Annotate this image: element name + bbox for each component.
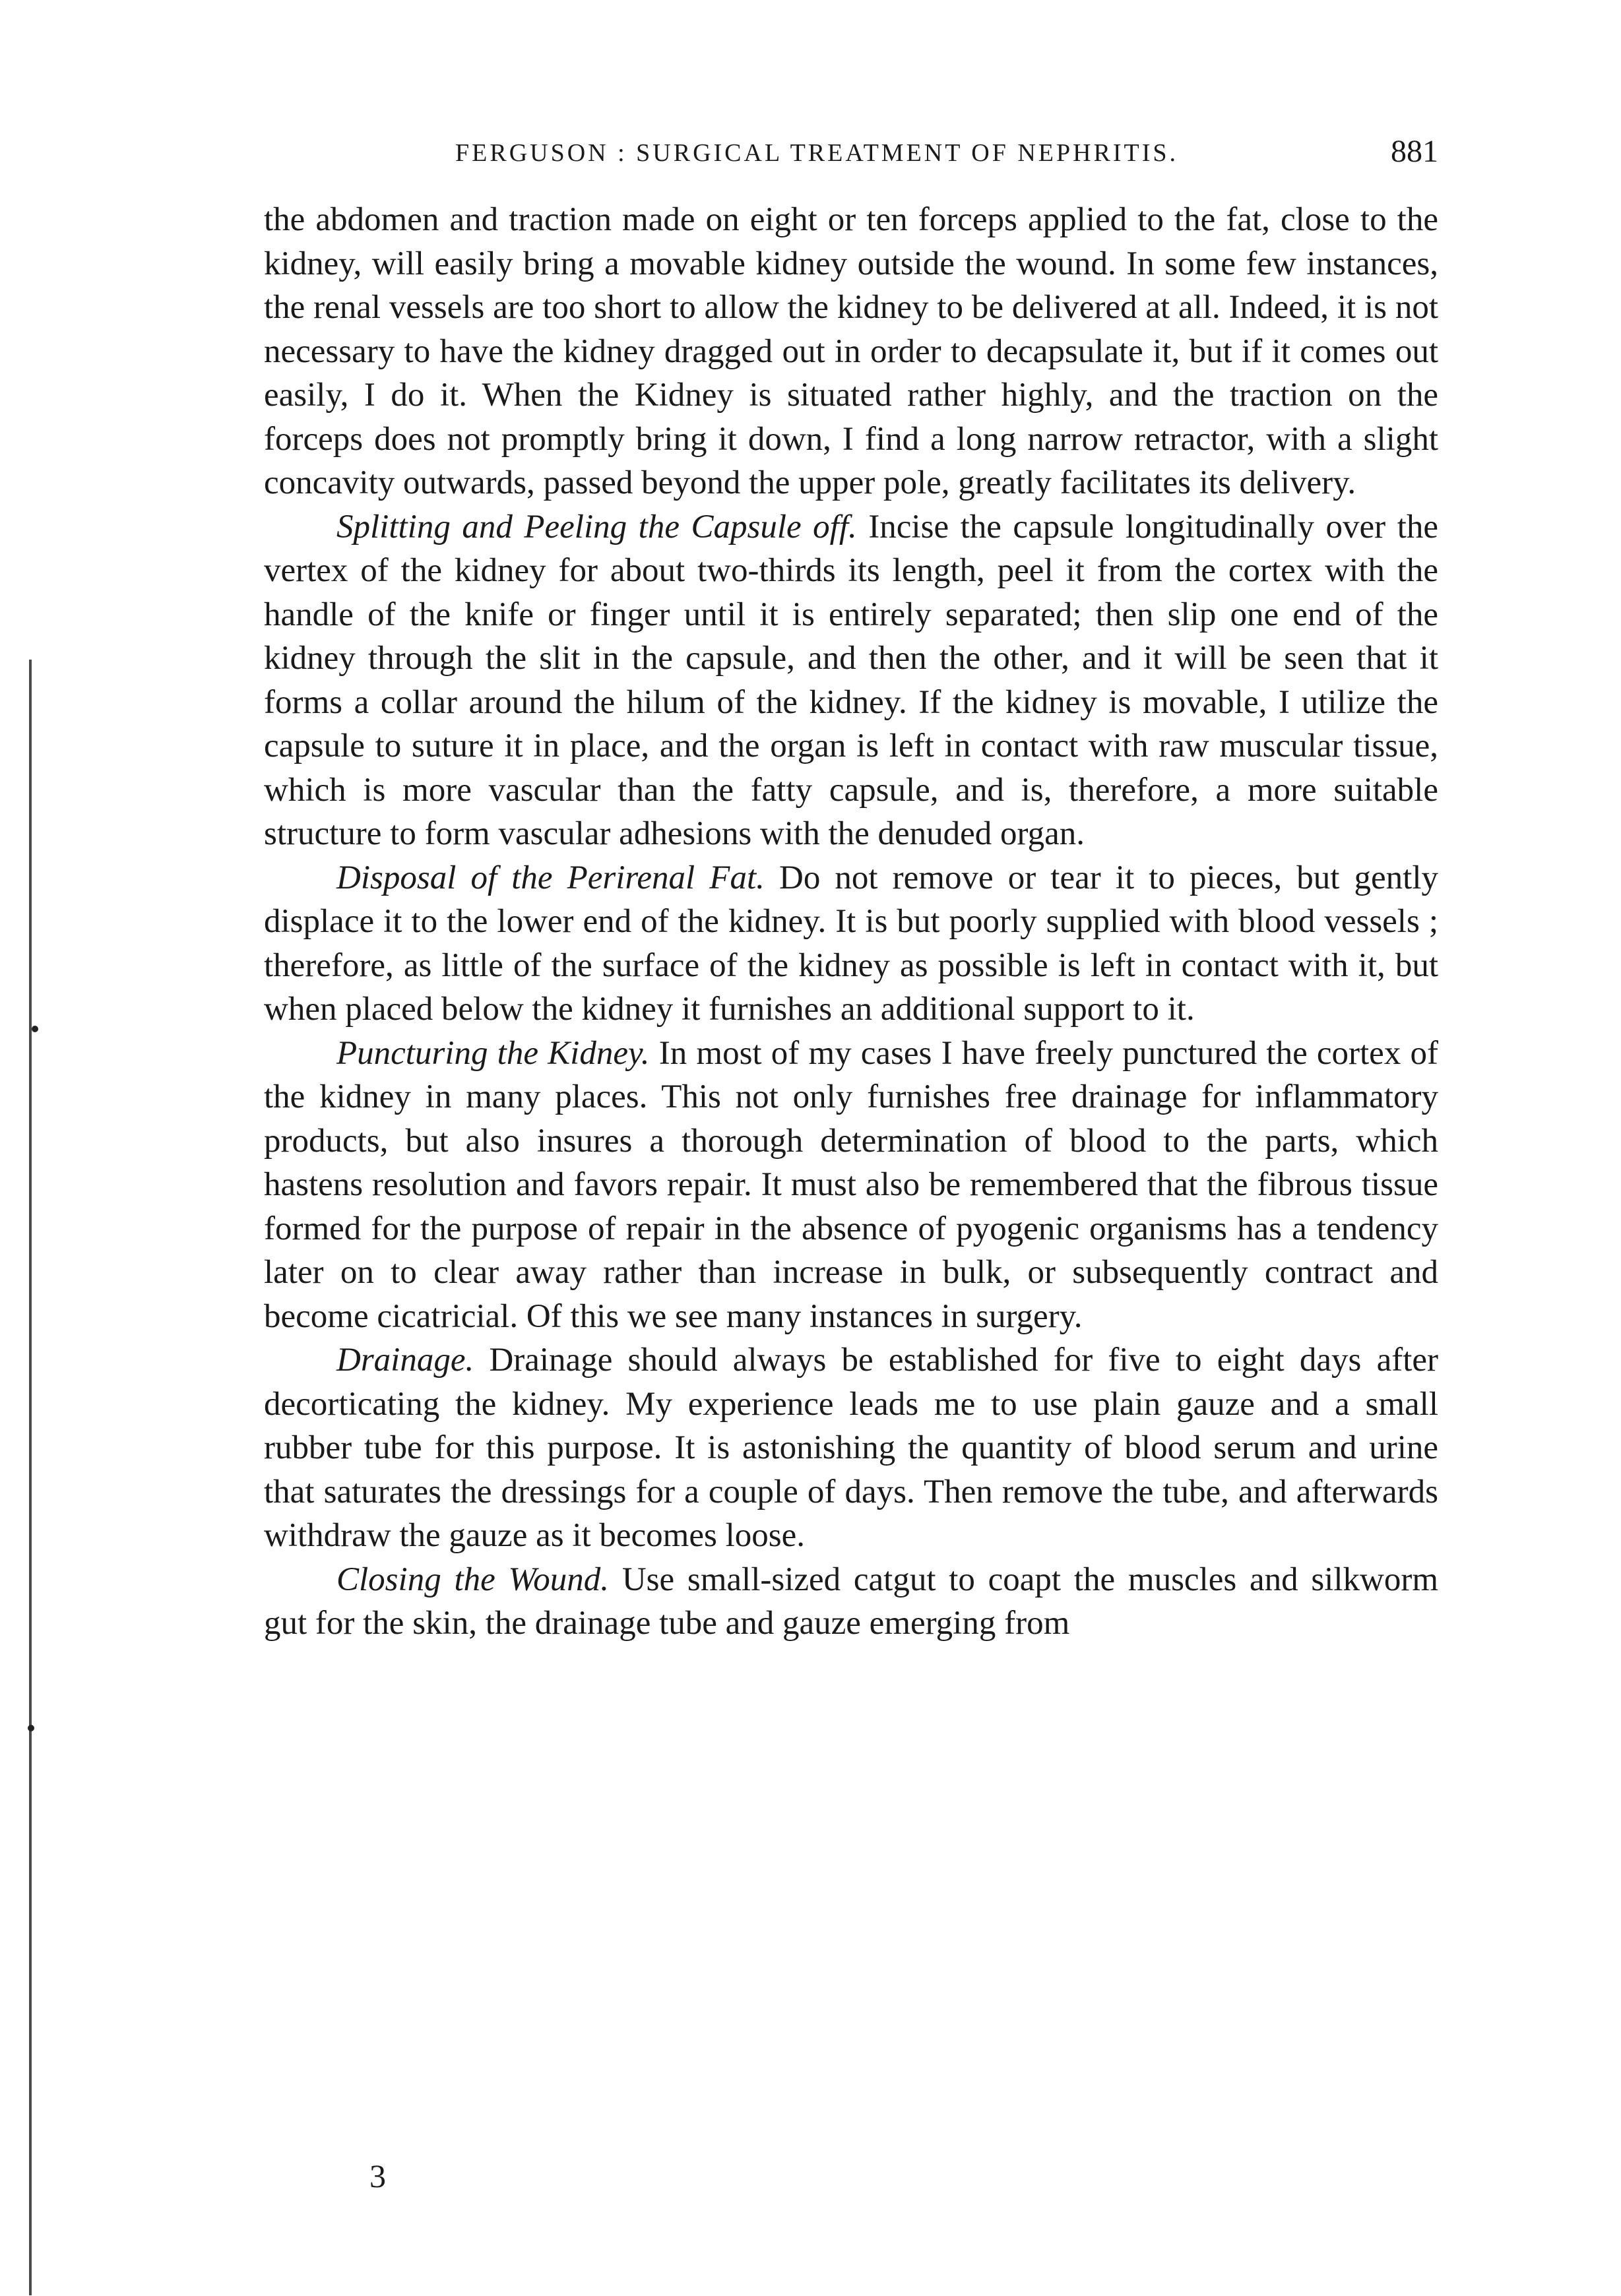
paragraph	[264, 856, 1438, 1032]
paragraph-text: Incise the capsule longitudinally over the vertex of the kidney for about two-thirds its length, peel it from the cortex with the handle of the knife or finger until it is entirely separated; then slip one end of the kidney through the slit in the capsule, and then the other, and it will be seen that it forms a collar around the hilum of the kidney. If the kidney is movable, I utilize the capsule to suture it in place, and the organ is left in contact with raw muscular tissue, which is more vascular than the fatty capsule, and is, therefore, a more suitable structure to form vascular adhesions with the denuded organ.	[264, 508, 1438, 852]
section-heading: Puncturing the Kidney.	[336, 1034, 650, 1072]
running-head: FERGUSON : SURGICAL TREATMENT OF NEPHRITIS.	[455, 139, 1179, 167]
signature-mark: 3	[369, 2157, 386, 2194]
page-number: 881	[1391, 134, 1438, 169]
section-heading: Drainage.	[336, 1342, 474, 1379]
binding-edge	[29, 660, 32, 2295]
section-heading: Disposal of the Perirenal Fat.	[336, 859, 765, 896]
paragraph-text: Do not remove or tear it to pieces, but gently displace it to the lower end of the kidney. It is but poorly supplied with blood vessels ; therefore, as little of the surface of the kidney as possible is left in contact with it, but when placed below the kidney it furnishes an additional support to it.	[264, 859, 1439, 1028]
binding-mark	[28, 1725, 34, 1731]
section-heading: Closing the Wound.	[336, 1561, 610, 1598]
paragraph-text: the abdomen and traction made on eight or ten forceps applied to the fat, close to the kidney, will easily bring a movable kidney outside the wound. In some few instances, the renal vessels are too short to allow the kidney to be delivered at all. Indeed, it is not necessary to have the kidney dragged out in order to decapsulate it, but if it comes out easily, I do it. When the Kidney is situated rather highly, and the traction on the forceps does not promptly bring it down, I find a long narrow retractor, with a slight concavity outwards, passed beyond the upper pole, greatly facilitates its delivery.	[264, 201, 1438, 501]
binding-mark	[32, 1026, 38, 1032]
paragraph	[264, 1558, 1438, 1646]
page-header	[264, 132, 1438, 178]
paragraph-text: Drainage should always be established for five to eight days after decorticating the kidney. My experience leads me to use plain gauze and a small rubber tube for this purpose. It is astonishing the quantity of blood serum and urine that saturates the dressings for a couple of days. Then remove the tube, and afterwards withdraw the gauze as it becomes loose.	[264, 1342, 1438, 1554]
paragraph	[264, 505, 1438, 856]
paragraph-text: In most of my cases I have freely punctured the cortex of the kidney in many places. This not only furnishes free drainage for inflammatory products, but also insures a thorough determination of blood to the parts, which hastens resolution and favors repair. It must also be remembered that the fibrous tissue formed for the purpose of repair in the absence of pyogenic organisms has a tendency later on to clear away rather than increase in bulk, or subsequently contract and become cicatricial. Of this we see many instances in surgery.	[264, 1034, 1438, 1335]
paragraph	[264, 1338, 1438, 1558]
paragraph	[264, 198, 1438, 505]
section-heading: Splitting and Peeling the Capsule off.	[336, 508, 857, 545]
body-text	[264, 198, 1438, 1646]
paragraph	[264, 1032, 1438, 1339]
paragraph-text: Use small-sized catgut to coapt the muscles and silkworm gut for the skin, the drainage tube and gauze emerging from	[264, 1561, 1439, 1642]
